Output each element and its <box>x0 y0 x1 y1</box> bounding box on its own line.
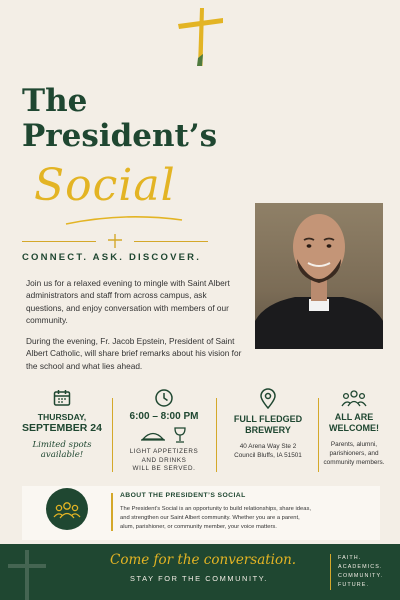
small-cross-icon <box>106 234 124 248</box>
title-line-2: President’s <box>22 118 218 154</box>
title-script: Social <box>34 160 176 211</box>
title-line-1: The <box>22 83 88 119</box>
audience-title <box>320 412 388 434</box>
swash-decoration <box>64 214 184 228</box>
clock-icon <box>154 388 174 408</box>
venue-column <box>218 388 318 478</box>
venue-line-1: FULL FLEDGED <box>233 414 303 424</box>
motto-faith: FAITH. <box>338 555 362 561</box>
appetizer-drink-icon <box>139 426 189 444</box>
footer-motto <box>338 554 383 590</box>
address-line-1: 40 Arena Way Ste 2 <box>239 443 297 450</box>
venue-name <box>218 414 318 436</box>
about-title: ABOUT THE PRESIDENT’S SOCIAL <box>120 492 246 499</box>
audience-sub-2: parishioners, and <box>329 450 379 457</box>
audience-sub-3: community members. <box>323 459 385 466</box>
calendar-icon <box>52 388 72 408</box>
motto-future: FUTURE. <box>338 582 370 588</box>
event-details <box>14 388 388 478</box>
intro-paragraph-2: During the evening, Fr. Jacob Epstein, President of Saint Albert Catholic, will share brief remarks about his vision for the school and what lies ahead. <box>26 336 242 371</box>
refreshments-line-1: LIGHT APPETIZERS <box>129 448 199 455</box>
address-line-2: Council Bluffs, IA 51501 <box>234 452 302 459</box>
group-icon <box>46 488 88 530</box>
community-badge <box>46 488 88 530</box>
people-icon <box>341 388 367 408</box>
event-title <box>22 83 218 154</box>
footer-stay: STAY FOR THE COMMUNITY. <box>130 574 268 583</box>
intro-text <box>26 277 246 372</box>
audience-line-1: ALL ARE <box>334 412 374 422</box>
date-column <box>14 388 110 478</box>
about-section <box>22 486 380 540</box>
date-weekday: THURSDAY, <box>37 412 87 422</box>
about-line-3: alum, parishioner, or community member, your voice matters. <box>120 524 277 530</box>
cross-icon <box>176 6 226 68</box>
time-column <box>114 388 214 478</box>
intro-paragraph-1: Join us for a relaxed evening to mingle with Saint Albert administrators and staff from across campus, ask questions, and enjoy conversation with members of our community. <box>26 278 230 325</box>
audience-sub-1: Parents, alumni, <box>330 441 378 448</box>
limited-line-1: Limited spots <box>32 440 92 450</box>
about-line-1: The President’s Social is an opportunity to build relationships, share ideas, <box>120 506 311 512</box>
footer-banner <box>0 544 400 600</box>
tagline: CONNECT. ASK. DISCOVER. <box>22 252 202 263</box>
event-time: 6:00 – 8:00 PM <box>129 411 199 422</box>
audience-note <box>320 440 388 467</box>
president-portrait <box>255 203 383 349</box>
venue-line-2: BREWERY <box>245 425 291 435</box>
event-date <box>14 412 110 434</box>
refreshments-line-3: WILL BE SERVED. <box>132 465 196 473</box>
about-line-2: and strengthen our Saint Albert community. Whether you are a parent, <box>120 515 300 521</box>
location-pin-icon <box>258 388 278 410</box>
refreshments-note <box>114 448 214 474</box>
venue-address <box>218 442 318 460</box>
limited-spots-note <box>14 440 110 460</box>
footer-script: Come for the conversation. <box>110 552 297 568</box>
motto-academics: ACADEMICS. <box>338 564 383 570</box>
audience-line-2: WELCOME! <box>329 423 379 433</box>
motto-community: COMMUNITY. <box>338 573 384 579</box>
refreshments-line-2: AND DRINKS <box>141 456 187 464</box>
about-text <box>120 505 375 532</box>
cross-watermark-icon <box>6 550 48 600</box>
date-day: SEPTEMBER 24 <box>22 422 102 434</box>
audience-column <box>320 388 388 478</box>
ornament-divider <box>22 234 208 248</box>
limited-line-2: available! <box>40 450 84 460</box>
